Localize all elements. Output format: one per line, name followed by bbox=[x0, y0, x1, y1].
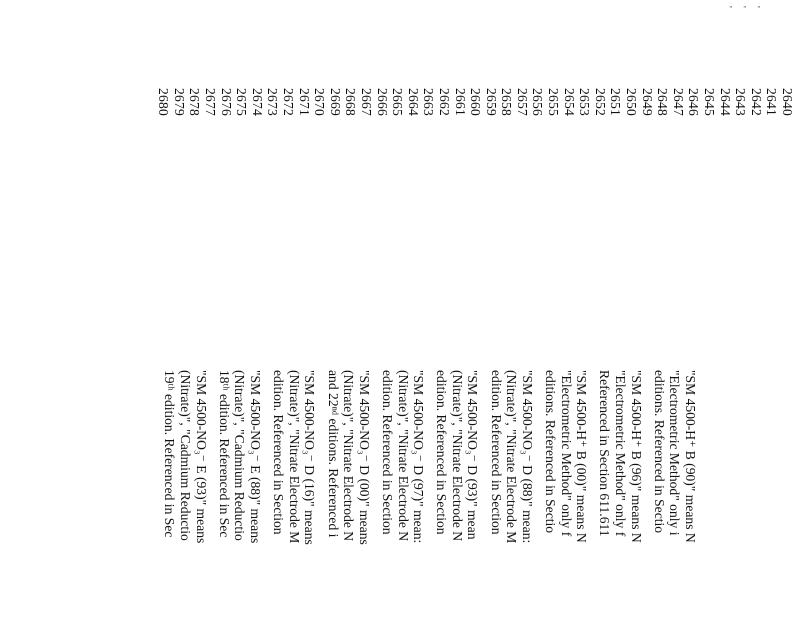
paragraph-line: (Nitrate)", "Nitrate Electrode N bbox=[395, 370, 411, 542]
line-number: 2640 bbox=[780, 88, 795, 116]
line-number: 2668 bbox=[343, 88, 359, 116]
paragraph-line: Referenced in Section 611.611 bbox=[597, 370, 613, 537]
line-number: 2669 bbox=[327, 88, 343, 116]
line-number: 2664 bbox=[405, 88, 421, 116]
paragraph-line: edition. Referenced in Section bbox=[488, 370, 504, 535]
definition-paragraph bbox=[542, 370, 589, 620]
line-number: 2670 bbox=[312, 88, 328, 116]
paragraph-line: "SM 4500-H⁺ B (00)" means N bbox=[574, 370, 590, 543]
line-number: 2641 bbox=[764, 88, 780, 116]
line-number: 2660 bbox=[468, 88, 484, 116]
line-number: 2643 bbox=[733, 88, 749, 116]
paragraph-line: "SM 4500-NO₃⁻ D (88)" mean: bbox=[519, 370, 535, 544]
definition-paragraph bbox=[325, 370, 372, 620]
line-number: 2652 bbox=[592, 88, 608, 116]
paragraph-line: "SM 4500-NO₃⁻ D (97)" mean: bbox=[411, 370, 427, 544]
paragraph-line: and 22ⁿᵈ editions. Referenced i bbox=[325, 370, 341, 538]
paragraph-line: 18ᵗʰ edition. Referenced in Sec bbox=[216, 370, 232, 538]
line-number: 2646 bbox=[686, 88, 702, 116]
paragraph-line: "SM 4500-H⁺ B (90)" means N bbox=[683, 370, 698, 543]
paragraph-line: (Nitrate)", "Nitrate Electrode M bbox=[504, 370, 520, 544]
paragraph-line: "SM 4500-NO₃⁻ D (93)" mean bbox=[465, 370, 481, 540]
definition-paragraph bbox=[379, 370, 426, 620]
paragraph-line: "SM 4500-NO₃⁻ E (93)" means bbox=[193, 370, 209, 544]
paragraph-line: "Electrometric Method" only f bbox=[613, 370, 629, 537]
line-number: 2650 bbox=[624, 88, 640, 116]
line-number: 2678 bbox=[187, 88, 203, 116]
paragraph-line: "SM 4500-NO₃⁻ E (88)" means bbox=[248, 370, 263, 544]
line-number: 2647 bbox=[670, 88, 686, 116]
paragraph-line: (Nitrate)", "Nitrate Electrode N bbox=[449, 370, 465, 542]
line-number: 2676 bbox=[218, 88, 234, 116]
line-number-column bbox=[156, 88, 795, 148]
scan-mark: ' bbox=[736, 6, 747, 8]
line-number: 2667 bbox=[358, 88, 374, 116]
scan-mark: ' bbox=[750, 6, 761, 8]
line-number: 2656 bbox=[530, 88, 546, 116]
line-number: 2642 bbox=[748, 88, 764, 116]
paragraph-line: "SM 4500-H⁺ B (96)" means N bbox=[628, 370, 644, 543]
line-number: 2666 bbox=[374, 88, 390, 116]
line-number: 2677 bbox=[203, 88, 219, 116]
line-number: 2645 bbox=[702, 88, 718, 116]
line-number: 2671 bbox=[296, 88, 312, 116]
line-number: 2648 bbox=[655, 88, 671, 116]
definition-paragraph bbox=[488, 370, 535, 620]
line-number: 2655 bbox=[546, 88, 562, 116]
scan-margin-marks bbox=[720, 6, 762, 8]
definition-paragraph bbox=[651, 370, 698, 620]
line-number: 2663 bbox=[421, 88, 437, 116]
paragraph-line: editions. Referenced in Sectio bbox=[651, 370, 667, 534]
definition-paragraph bbox=[434, 370, 481, 620]
paragraph-line: (Nitrate)", "Cadmium Reductio bbox=[178, 370, 194, 541]
paragraph-line: edition. Referenced in Section bbox=[271, 370, 287, 535]
definition-paragraph bbox=[271, 370, 318, 620]
line-number: 2649 bbox=[639, 88, 655, 116]
scan-mark: ' bbox=[722, 6, 733, 8]
paragraph-line: "SM 4500-NO₃⁻ D (16)" means bbox=[302, 370, 318, 545]
paragraph-line: 19ᵗʰ edition. Referenced in Sec bbox=[162, 370, 178, 538]
line-number: 2674 bbox=[249, 88, 265, 116]
line-number: 2675 bbox=[234, 88, 250, 116]
line-number: 2654 bbox=[561, 88, 577, 116]
definition-paragraph bbox=[597, 370, 644, 620]
paragraph-line: (Nitrate)", "Nitrate Electrode N bbox=[341, 370, 357, 542]
paragraph-line: "SM 4500-NO₃⁻ D (00)" means bbox=[356, 370, 372, 545]
paragraph-line: edition. Referenced in Section bbox=[379, 370, 395, 535]
paragraph-line: (Nitrate)", "Cadmium Reductio bbox=[232, 370, 248, 541]
paragraph-line: "Electrometric Method" only f bbox=[558, 370, 574, 537]
line-number: 2651 bbox=[608, 88, 624, 116]
line-number: 2661 bbox=[452, 88, 468, 116]
line-number: 2680 bbox=[156, 88, 172, 116]
document-body-text bbox=[154, 370, 698, 620]
line-number: 2653 bbox=[577, 88, 593, 116]
line-number: 2657 bbox=[514, 88, 530, 116]
line-number: 2659 bbox=[483, 88, 499, 116]
definition-paragraph bbox=[162, 370, 209, 620]
line-number: 2665 bbox=[390, 88, 406, 116]
paragraph-line: edition. Referenced in Section bbox=[434, 370, 450, 535]
paragraph-line: (Nitrate)", "Nitrate Electrode M bbox=[286, 370, 302, 544]
line-number: 2658 bbox=[499, 88, 515, 116]
paragraph-line: "Electrometric Method" only i bbox=[667, 370, 683, 536]
line-number: 2662 bbox=[436, 88, 452, 116]
definition-paragraph bbox=[216, 370, 263, 620]
line-number: 2672 bbox=[281, 88, 296, 116]
line-number: 2673 bbox=[265, 88, 281, 116]
line-number: 2679 bbox=[171, 88, 187, 116]
paragraph-line: editions. Referenced in Sectio bbox=[543, 370, 559, 534]
line-number: 2644 bbox=[717, 88, 733, 116]
